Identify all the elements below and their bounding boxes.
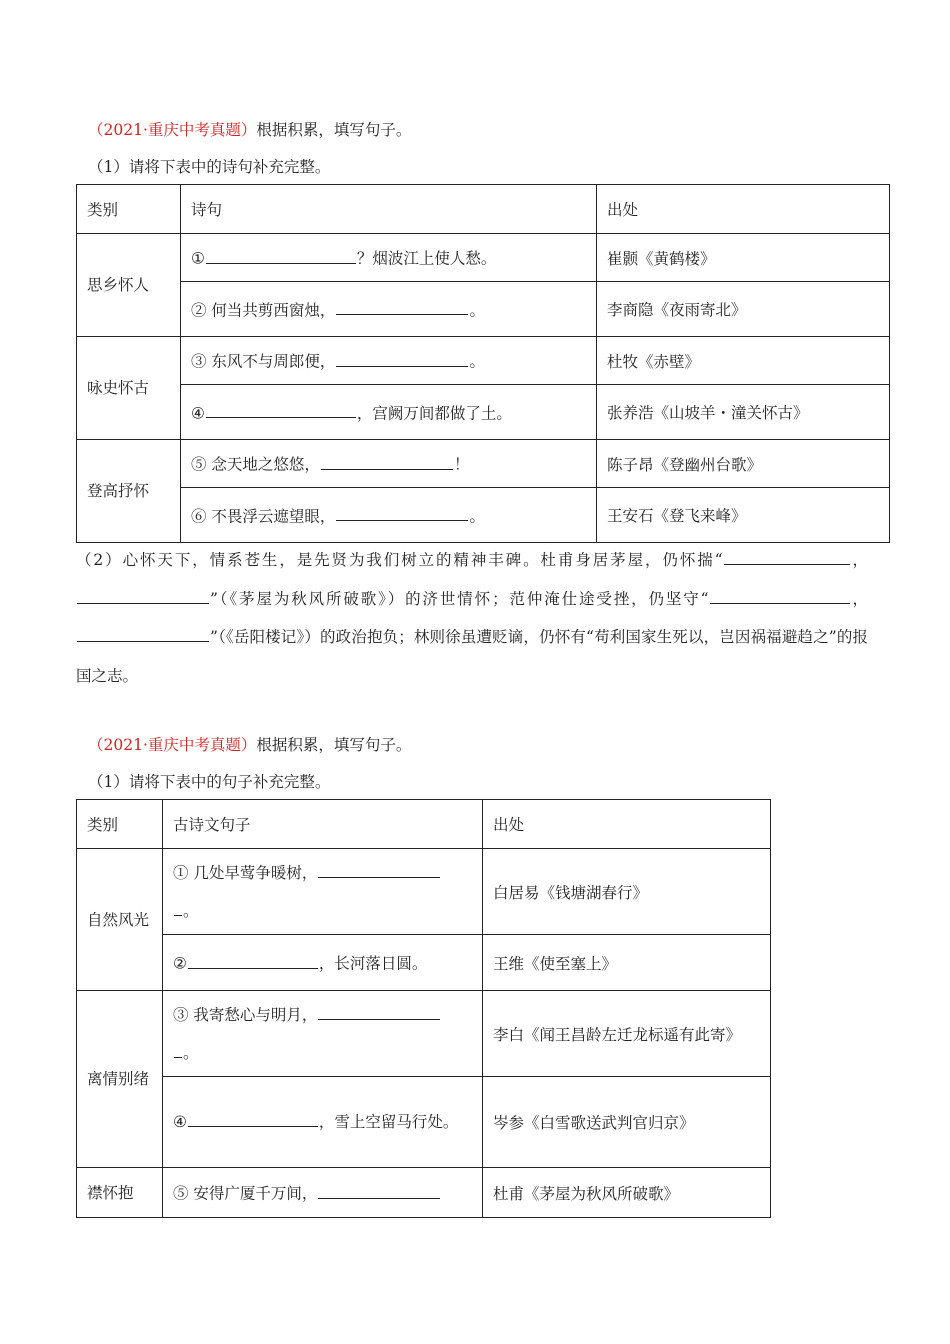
source-cell: 陈子昂《登幽州台歌》: [597, 440, 890, 488]
table-row: [77, 1168, 771, 1218]
source-cell: 杜牧《赤壁》: [597, 337, 890, 385]
blank-field[interactable]: [321, 452, 453, 469]
poem-cell: ⑥ 不畏浮云遮望眼， 。: [181, 488, 597, 543]
table-row: [77, 282, 890, 337]
poem-table-1: [76, 184, 890, 543]
category-cell: 思乡怀人: [77, 234, 181, 337]
poem-cell: ⑤ 安得广厦千万间，: [163, 1168, 483, 1218]
poem-cell: ① 几处早莺争暖树， 。: [163, 849, 483, 935]
blank-field[interactable]: [336, 298, 468, 315]
category-cell: 离情别绪: [77, 991, 163, 1168]
question-prompt: 根据积累，填写句子。: [256, 736, 412, 754]
blank-field[interactable]: [188, 951, 318, 968]
blank-field[interactable]: [206, 246, 356, 263]
source-cell: 杜甫《茅屋为秋风所破歌》: [483, 1168, 771, 1218]
header-source: 出处: [597, 185, 890, 234]
part-1-instruction: （1）请将下表中的诗句补充完整。: [88, 158, 331, 176]
poem-cell: ② ，长河落日圆。: [163, 935, 483, 991]
table-row: [77, 935, 771, 991]
source-cell: 王安石《登飞来峰》: [597, 488, 890, 543]
category-cell: 襟怀抱: [77, 1168, 163, 1218]
blank-field[interactable]: [710, 586, 850, 603]
table-row: [77, 234, 890, 282]
question-source-tag: （2021·重庆中考真题）: [88, 736, 257, 754]
header-source: 出处: [483, 800, 771, 849]
table-header-row: [77, 185, 890, 234]
source-cell: 王维《使至塞上》: [483, 935, 771, 991]
header-category: 类别: [77, 800, 163, 849]
table-row: [77, 1077, 771, 1168]
source-cell: 岑参《白雪歌送武判官归京》: [483, 1077, 771, 1168]
category-cell: 自然风光: [77, 849, 163, 991]
poem-cell: ③ 东风不与周郎便， 。: [181, 337, 597, 385]
poem-cell: ⑤ 念天地之悠悠， ！: [181, 440, 597, 488]
blank-field[interactable]: [336, 504, 468, 521]
source-cell: 李商隐《夜雨寄北》: [597, 282, 890, 337]
table-header-row: [77, 800, 771, 849]
header-poem: 诗句: [181, 185, 597, 234]
table-row: [77, 991, 771, 1077]
blank-field[interactable]: [206, 401, 356, 418]
table-row: [77, 849, 771, 935]
category-cell: 咏史怀古: [77, 337, 181, 440]
table-row: [77, 385, 890, 440]
blank-field[interactable]: [77, 586, 209, 603]
poem-cell: ② 何当共剪西窗烛， 。: [181, 282, 597, 337]
poem-cell: ④ ，雪上空留马行处。: [163, 1077, 483, 1168]
table-row: [77, 488, 890, 543]
header-sentence: 古诗文句子: [163, 800, 483, 849]
source-cell: 张养浩《山坡羊・潼关怀古》: [597, 385, 890, 440]
question-2-heading: [88, 733, 411, 755]
source-cell: 白居易《钱塘湖春行》: [483, 849, 771, 935]
question-prompt: 根据积累，填写句子。: [256, 121, 412, 139]
category-cell: 登高抒怀: [77, 440, 181, 543]
header-category: 类别: [77, 185, 181, 234]
blank-field[interactable]: [318, 860, 440, 877]
question-1-heading: [88, 118, 411, 140]
blank-field[interactable]: [318, 1181, 440, 1198]
blank-field[interactable]: [188, 1110, 318, 1127]
source-cell: 李白《闻王昌龄左迁龙标遥有此寄》: [483, 991, 771, 1077]
blank-field[interactable]: [724, 548, 850, 565]
table-row: [77, 337, 890, 385]
source-cell: 崔颢《黄鹤楼》: [597, 234, 890, 282]
poem-cell: ③ 我寄愁心与明月， 。: [163, 991, 483, 1077]
blank-field[interactable]: [318, 1002, 440, 1019]
question-source-tag: （2021·重庆中考真题）: [88, 121, 257, 139]
table-row: [77, 440, 890, 488]
part-1-instruction: （1）请将下表中的句子补充完整。: [88, 773, 331, 791]
blank-field[interactable]: [77, 625, 209, 642]
poem-cell: ① ？烟波江上使人愁。: [181, 234, 597, 282]
poem-table-2: [76, 799, 771, 1218]
part-2-paragraph: （2）心怀天下，情系苍生，是先贤为我们树立的精神丰碑。杜甫身居茅屋，仍怀揣“ ，”（《茅屋为秋风所破歌》）的济世情怀；范仲淹仕途受挫，仍坚守“ ，”（《岳阳楼记》）的政治抱负；林则徐虽遭贬谪，仍怀有“苟利国家生死以，岂因祸福避趋之”的报国之志。: [76, 541, 868, 695]
poem-cell: ④ ，宫阙万间都做了土。: [181, 385, 597, 440]
blank-field[interactable]: [336, 349, 468, 366]
